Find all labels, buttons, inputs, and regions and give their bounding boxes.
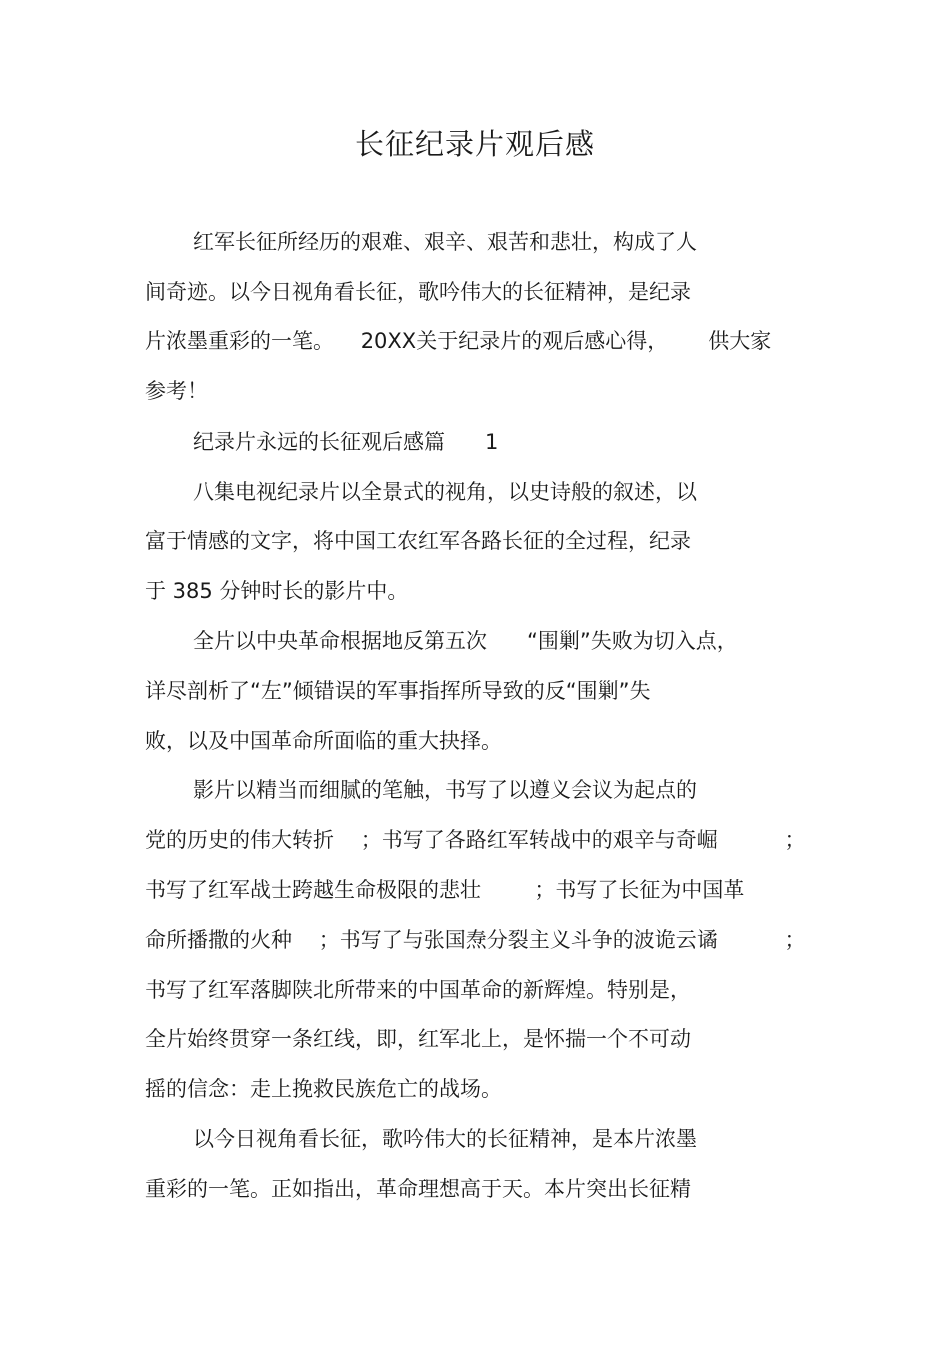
- text-line: 命所播撒的火种 ；书写了与张国焘分裂主义斗争的波诡云谲 ；: [145, 928, 806, 952]
- text-line: 书写了红军战士跨越生命极限的悲壮 ；书写了长征为中国革: [145, 878, 745, 902]
- text-line: 书写了红军落脚陕北所带来的中国革命的新辉煌。特别是，: [145, 978, 691, 1002]
- text-line: 详尽剖析了“左”倾错误的军事指挥所导致的反“围剿”失: [145, 679, 651, 703]
- text-line: 片浓墨重彩的一笔。 20XX关于纪录片的观后感心得， 供大家: [145, 329, 772, 353]
- text-line: 以今日视角看长征，歌吟伟大的长征精神，是本片浓墨: [193, 1127, 697, 1151]
- text-line: 全片始终贯穿一条红线，即，红军北上，是怀揣一个不可动: [145, 1027, 691, 1051]
- text-line: 败，以及中国革命所面临的重大抉择。: [145, 729, 502, 753]
- text-line: 重彩的一笔。正如指出，革命理想高于天。本片突出长征精: [145, 1177, 691, 1201]
- text-line: 八集电视纪录片以全景式的视角，以史诗般的叙述，以: [193, 480, 697, 504]
- text-line: 红军长征所经历的艰难、艰辛、艰苦和悲壮，构成了人: [193, 230, 697, 254]
- text-line: 摇的信念：走上挽救民族危亡的战场。: [145, 1077, 502, 1101]
- section-heading: 纪录片永远的长征观后感篇 1: [193, 430, 499, 454]
- text-line: 参考！: [145, 379, 208, 403]
- text-line: 影片以精当而细腻的笔触，书写了以遵义会议为起点的: [193, 778, 697, 802]
- text-line: 间奇迹。以今日视角看长征，歌吟伟大的长征精神，是纪录: [145, 280, 691, 304]
- text-line: 全片以中央革命根据地反第五次 “围剿”失败为切入点，: [193, 629, 738, 653]
- text-line: 党的历史的伟大转折 ；书写了各路红军转战中的艰辛与奇崛 ；: [145, 828, 806, 852]
- text-line: 于 385 分钟时长的影片中。: [145, 579, 409, 603]
- text-line: 富于情感的文字，将中国工农红军各路长征的全过程，纪录: [145, 529, 691, 553]
- document-title: 长征纪录片观后感: [354, 127, 595, 161]
